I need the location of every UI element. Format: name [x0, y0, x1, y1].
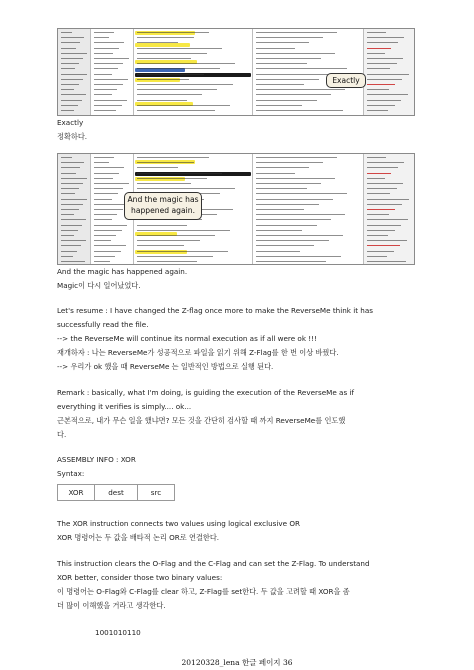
remark-ko-line-1: 근본적으로, 내가 무슨 일을 했냐면? 모든 것을 간단히 검사할 때 까지 ReverseMe를 인도했	[57, 416, 346, 425]
caption-magic-ko: Magic이 다시 일어났었다.	[57, 281, 141, 290]
code-text-line	[367, 32, 386, 33]
code-text-line	[367, 37, 404, 38]
code-text-line	[256, 240, 329, 241]
code-text-line	[61, 214, 74, 215]
code-text-line	[367, 173, 391, 174]
code-text-line	[256, 183, 321, 184]
code-text-line	[256, 209, 304, 210]
code-text-line	[94, 245, 126, 246]
code-text-line	[256, 251, 300, 252]
code-text-line	[137, 162, 194, 163]
code-text-line	[61, 188, 79, 189]
code-text-line	[94, 219, 112, 220]
code-text-line	[367, 63, 397, 64]
flags-line-1: This instruction clears the O-Flag and the C-Flag and can set the Z-Flag. To understand	[57, 559, 370, 568]
code-text-line	[367, 110, 388, 111]
code-text-line	[256, 84, 304, 85]
code-text-line	[137, 74, 204, 75]
code-text-line	[256, 105, 302, 106]
code-text-line	[94, 53, 113, 54]
code-text-line	[61, 110, 74, 111]
code-text-line	[61, 251, 77, 252]
comment-column	[253, 154, 364, 264]
code-text-line	[256, 261, 326, 262]
code-text-line	[94, 209, 123, 210]
remark-ko-line-2: 다.	[57, 430, 67, 439]
code-text-line	[367, 42, 398, 43]
code-text-line	[137, 48, 222, 49]
resume-line-2: successfully read the file.	[57, 320, 149, 329]
code-text-line	[137, 68, 220, 69]
code-text-line	[367, 245, 400, 246]
code-text-line	[256, 63, 307, 64]
code-text-line	[61, 256, 73, 257]
code-text-line	[367, 100, 401, 101]
code-text-line	[94, 79, 128, 80]
code-text-line	[94, 100, 127, 101]
code-text-line	[367, 225, 401, 226]
hex-column	[91, 29, 134, 115]
code-text-line	[94, 42, 124, 43]
code-text-line	[137, 42, 178, 43]
resume-ko-line-2: --> 우리가 ok 했을 때 ReverseMe 는 일반적인 방법으로 실행 된다.	[57, 362, 274, 371]
code-text-line	[137, 235, 215, 236]
code-text-line	[94, 225, 127, 226]
code-text-line	[256, 256, 341, 257]
flags-ko-line-2: 더 많이 이해했을 거라고 생각한다.	[57, 601, 166, 610]
code-text-line	[256, 32, 337, 33]
code-text-line	[94, 110, 116, 111]
code-text-line	[94, 235, 116, 236]
code-text-line	[61, 230, 78, 231]
code-text-line	[256, 225, 317, 226]
code-text-line	[367, 157, 386, 158]
caption-exactly-ko: 정확하다.	[57, 132, 88, 141]
code-text-line	[137, 79, 189, 80]
code-text-line	[94, 214, 117, 215]
code-text-line	[367, 240, 407, 241]
code-text-line	[61, 178, 87, 179]
registers-panel	[364, 29, 414, 115]
code-text-line	[256, 162, 323, 163]
code-text-line	[61, 261, 85, 262]
code-text-line	[137, 37, 194, 38]
code-text-line	[256, 204, 319, 205]
code-text-line	[256, 79, 319, 80]
syntax-label: Syntax:	[57, 469, 85, 478]
registers-panel	[364, 154, 414, 264]
code-text-line	[256, 219, 331, 220]
code-text-line	[256, 173, 295, 174]
code-text-line	[367, 53, 385, 54]
code-text-line	[94, 193, 118, 194]
code-text-line	[256, 178, 335, 179]
code-text-line	[256, 53, 335, 54]
code-text-line	[367, 188, 397, 189]
code-text-line	[61, 105, 78, 106]
code-text-line	[137, 105, 230, 106]
code-text-line	[61, 199, 87, 200]
code-text-line	[137, 178, 207, 179]
xor-description: The XOR instruction connects two values using logical exclusive OR	[57, 519, 300, 528]
callout-text: Exactly	[332, 76, 360, 85]
debugger-screenshot-1	[57, 28, 415, 116]
code-text-line	[94, 37, 109, 38]
code-text-line	[256, 37, 323, 38]
code-text-line	[367, 251, 394, 252]
code-text-line	[94, 251, 121, 252]
code-text-line	[256, 68, 347, 69]
syntax-cell-opcode: XOR	[58, 485, 95, 501]
code-text-line	[94, 240, 111, 241]
code-text-line	[94, 58, 129, 59]
code-text-line	[61, 225, 82, 226]
code-text-line	[61, 68, 75, 69]
debugger-screenshot-2	[57, 153, 415, 265]
code-text-line	[256, 199, 333, 200]
code-text-line	[137, 173, 222, 174]
callout-text-line-1: And the magic has	[127, 195, 199, 204]
code-text-line	[367, 204, 402, 205]
code-text-line	[61, 157, 72, 158]
code-text-line	[137, 32, 209, 33]
code-text-line	[61, 193, 75, 194]
flags-ko-line-1: 이 명령어는 O-Flag와 C-Flag를 clear 하고, Z-Flag를 set한다. 두 값을 고려할 때 XOR을 좀	[57, 587, 350, 596]
callout-text-line-2: happened again.	[131, 206, 195, 215]
code-text-line	[256, 110, 343, 111]
code-text-line	[61, 162, 84, 163]
code-text-line	[94, 204, 128, 205]
code-text-line	[61, 173, 76, 174]
code-text-line	[94, 256, 115, 257]
code-text-line	[367, 261, 406, 262]
code-text-line	[61, 32, 72, 33]
code-text-line	[94, 199, 112, 200]
code-text-line	[94, 94, 112, 95]
code-text-line	[94, 84, 123, 85]
code-text-line	[256, 188, 307, 189]
code-text-line	[137, 188, 235, 189]
code-text-line	[94, 157, 114, 158]
code-text-line	[61, 94, 86, 95]
code-text-line	[256, 74, 333, 75]
xor-description-ko: XOR 명령어는 두 값을 배타적 논리 OR로 연결한다.	[57, 533, 220, 542]
code-text-line	[367, 68, 390, 69]
code-text-line	[367, 48, 391, 49]
code-text-line	[256, 214, 345, 215]
code-text-line	[256, 167, 309, 168]
code-text-line	[94, 162, 109, 163]
code-text-line	[94, 63, 123, 64]
code-text-line	[256, 89, 345, 90]
code-text-line	[61, 167, 80, 168]
code-text-line	[137, 84, 233, 85]
binary-value: 1001010110	[95, 628, 141, 637]
code-text-line	[367, 219, 408, 220]
code-text-line	[94, 89, 117, 90]
code-text-line	[94, 74, 112, 75]
code-text-line	[367, 178, 385, 179]
table-row	[58, 485, 175, 501]
code-text-line	[256, 100, 317, 101]
code-text-line	[137, 230, 230, 231]
code-text-line	[256, 193, 347, 194]
code-text-line	[61, 63, 79, 64]
code-text-line	[137, 183, 191, 184]
code-text-line	[137, 256, 213, 257]
syntax-cell-dest: dest	[95, 485, 138, 501]
page-footer: 20120328_lena 한글 페이지 36	[181, 658, 293, 667]
code-text-line	[94, 183, 129, 184]
resume-line-3: --> the ReverseMe will continue its normal execution as if all were ok !!!	[57, 334, 317, 343]
code-text-line	[61, 245, 81, 246]
caption-exactly: Exactly	[57, 118, 84, 127]
code-text-line	[256, 94, 331, 95]
code-text-line	[367, 74, 409, 75]
code-text-line	[137, 94, 202, 95]
code-text-line	[61, 42, 80, 43]
code-text-line	[367, 79, 402, 80]
code-text-line	[137, 251, 228, 252]
remark-line-2: everything it verifies is simply.... ok...	[57, 402, 192, 411]
code-text-line	[137, 240, 200, 241]
callout-exactly	[326, 73, 366, 88]
code-text-line	[256, 42, 309, 43]
code-text-line	[94, 32, 114, 33]
code-text-line	[367, 84, 395, 85]
code-text-line	[137, 167, 178, 168]
code-text-line	[94, 105, 122, 106]
code-text-line	[256, 48, 295, 49]
code-text-line	[61, 74, 87, 75]
disassembly-column	[134, 29, 253, 115]
code-text-line	[137, 63, 235, 64]
flags-line-2: XOR better, consider those two binary values:	[57, 573, 223, 582]
caption-magic: And the magic has happened again.	[57, 267, 188, 276]
code-text-line	[256, 230, 302, 231]
code-text-line	[367, 89, 389, 90]
code-text-line	[256, 235, 343, 236]
code-text-line	[61, 219, 86, 220]
code-text-line	[94, 68, 118, 69]
code-text-line	[137, 157, 209, 158]
code-text-line	[137, 245, 184, 246]
code-text-line	[367, 162, 404, 163]
code-text-line	[94, 178, 113, 179]
code-text-line	[256, 58, 321, 59]
code-text-line	[367, 105, 395, 106]
code-text-line	[61, 209, 79, 210]
code-text-line	[256, 245, 314, 246]
callout-magic	[124, 192, 202, 220]
code-text-line	[94, 48, 119, 49]
code-text-line	[367, 235, 388, 236]
code-text-line	[61, 53, 87, 54]
assembly-info-heading: ASSEMBLY INFO : XOR	[57, 455, 136, 464]
code-text-line	[61, 79, 83, 80]
code-text-line	[137, 53, 207, 54]
code-text-line	[137, 110, 215, 111]
code-text-line	[61, 240, 86, 241]
remark-line-1: Remark : basically, what I'm doing, is guiding the execution of the ReverseMe as if	[57, 388, 354, 397]
code-text-line	[94, 230, 122, 231]
resume-ko-line-1: 재개하자 : 나는 ReverseMe가 성공적으로 파일을 읽기 위해 Z-Flag를 한 번 이상 바꿨다.	[57, 348, 339, 357]
code-text-line	[367, 193, 390, 194]
address-column	[58, 29, 91, 115]
code-text-line	[94, 167, 124, 168]
code-text-line	[256, 157, 337, 158]
code-text-line	[61, 84, 79, 85]
code-text-line	[367, 214, 389, 215]
code-text-line	[367, 230, 395, 231]
code-text-line	[367, 167, 398, 168]
code-text-line	[94, 173, 119, 174]
code-text-line	[367, 256, 387, 257]
resume-line-1: Let's resume : I have changed the Z-flag once more to make the ReverseMe think it has	[57, 306, 374, 315]
code-text-line	[94, 261, 110, 262]
code-text-line	[137, 58, 191, 59]
code-text-line	[61, 235, 74, 236]
code-text-line	[61, 37, 84, 38]
code-text-line	[367, 209, 395, 210]
code-text-line	[94, 188, 123, 189]
comment-column	[253, 29, 364, 115]
address-column	[58, 154, 91, 264]
code-text-line	[367, 94, 408, 95]
code-text-line	[61, 204, 83, 205]
code-text-line	[367, 183, 403, 184]
code-text-line	[137, 261, 197, 262]
code-text-line	[61, 183, 83, 184]
code-text-line	[367, 58, 403, 59]
code-text-line	[137, 100, 187, 101]
code-text-line	[61, 48, 76, 49]
code-text-line	[367, 199, 409, 200]
code-text-line	[137, 89, 217, 90]
code-text-line	[61, 89, 74, 90]
code-text-line	[137, 225, 187, 226]
code-text-line	[61, 58, 83, 59]
code-text-line	[61, 100, 82, 101]
syntax-table	[57, 484, 175, 501]
syntax-cell-src: src	[138, 485, 175, 501]
